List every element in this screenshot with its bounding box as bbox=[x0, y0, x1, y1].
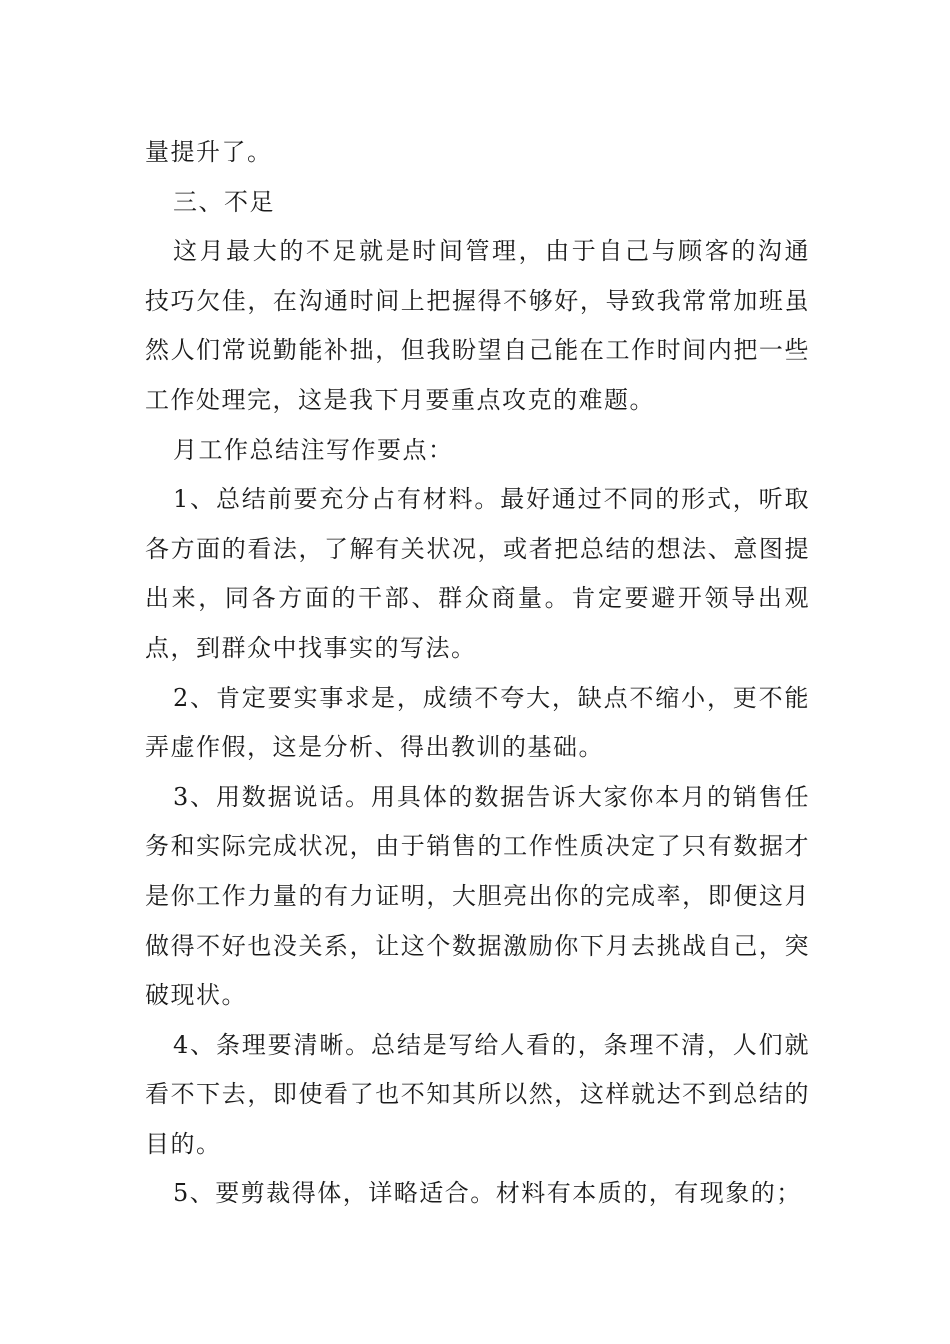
list-item-1: 1、总结前要充分占有材料。最好通过不同的形式，听取各方面的看法，了解有关状况，或者把总结的想法、意图提出来，同各方面的干部、群众商量。肯定要避开领导出观点，到群众中找事实的写法。 bbox=[145, 485, 810, 662]
document-body bbox=[145, 128, 810, 1219]
section-heading-shortcomings: 三、不足 bbox=[173, 187, 275, 216]
paragraph-continuation: 量提升了。 bbox=[145, 138, 273, 166]
section-heading-writing-points: 月工作总结注写作要点： bbox=[173, 435, 454, 464]
list-item-4: 4、条理要清晰。总结是写给人看的，条理不清，人们就看不下去，即使看了也不知其所以然，这样就达不到总结的目的。 bbox=[145, 1030, 810, 1158]
paragraph-shortcomings: 这月最大的不足就是时间管理，由于自己与顾客的沟通技巧欠佳，在沟通时间上把握得不够好，导致我常常加班虽然人们常说勤能补拙，但我盼望自己能在工作时间内把一些工作处理完，这是我下月要重点攻克的难题。 bbox=[145, 237, 810, 414]
list-item-2: 2、肯定要实事求是，成绩不夸大，缺点不缩小，更不能弄虚作假，这是分析、得出教训的基础。 bbox=[145, 683, 810, 762]
list-item-5: 5、要剪裁得体，详略适合。材料有本质的，有现象的； bbox=[173, 1179, 802, 1208]
list-item-3: 3、用数据说话。用具体的数据告诉大家你本月的销售任务和实际完成状况，由于销售的工作性质决定了只有数据才是你工作力量的有力证明，大胆亮出你的完成率，即便这月做得不好也没关系，让这个数据激励你下月去挑战自己，突破现状。 bbox=[145, 782, 810, 1010]
